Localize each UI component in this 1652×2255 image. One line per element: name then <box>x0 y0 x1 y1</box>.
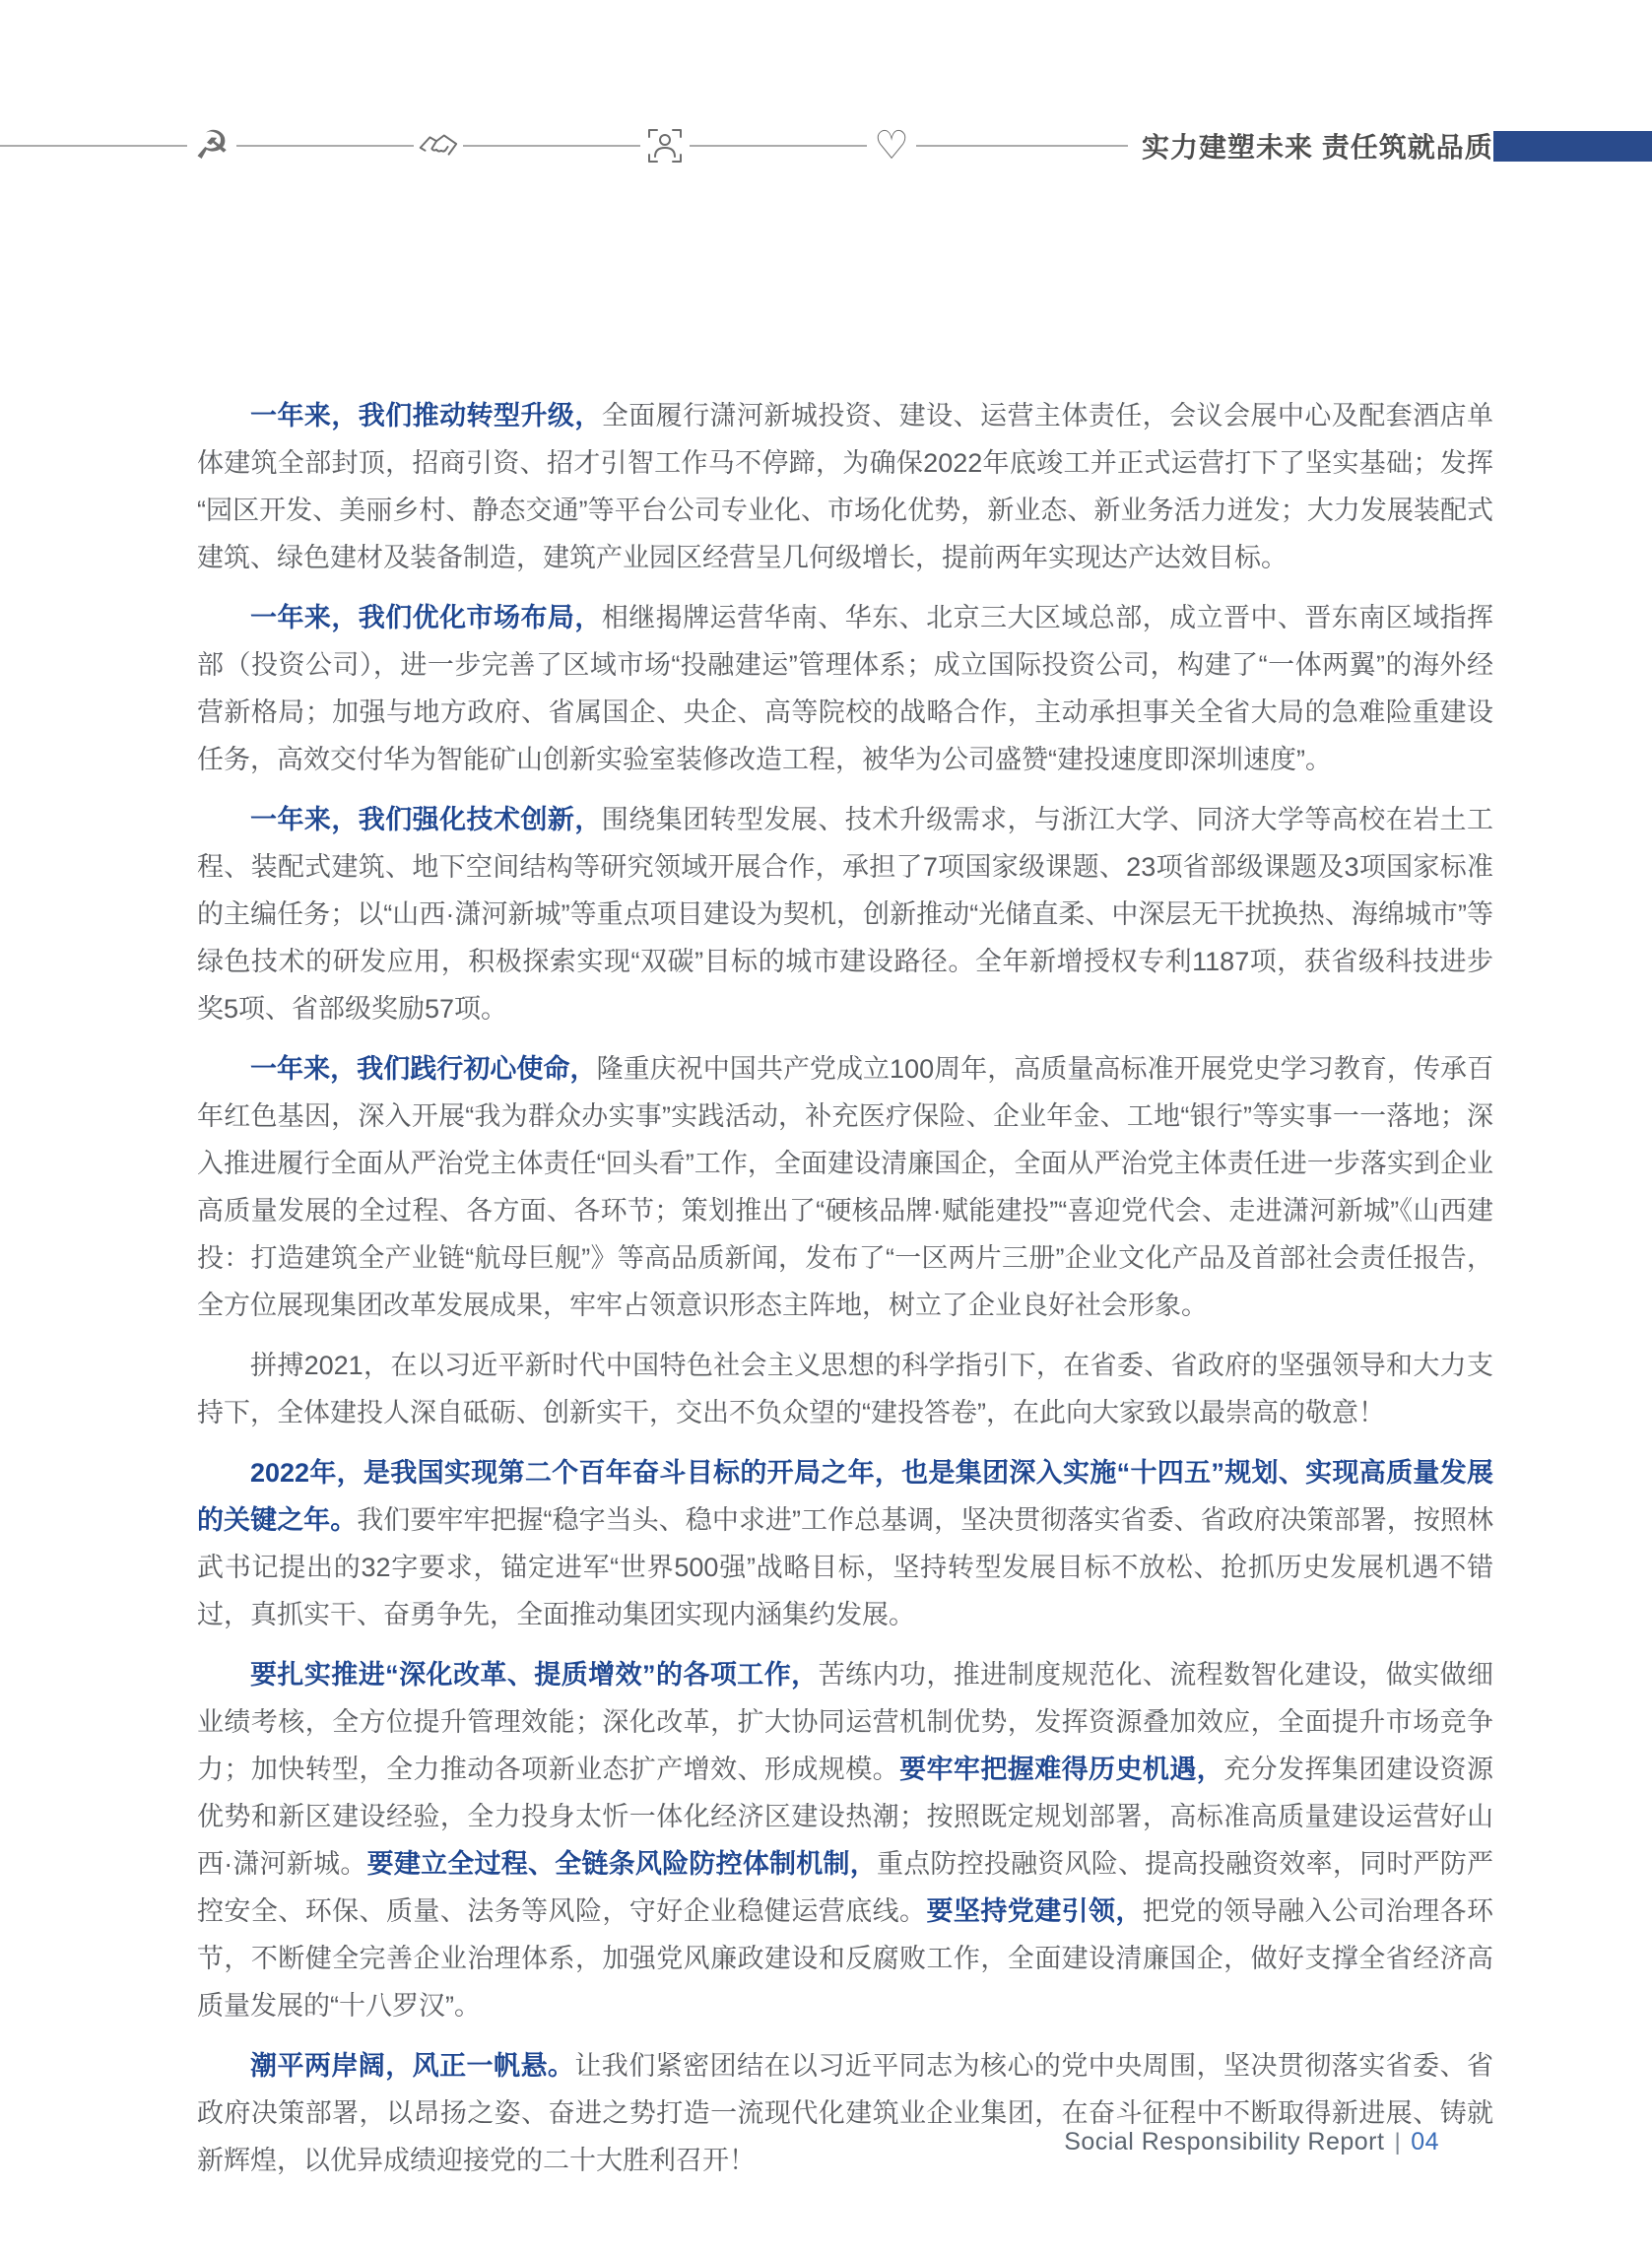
paragraph-lead: 要牢牢把握难得历史机遇， <box>899 1755 1224 1784</box>
paragraph-text: 相继揭牌运营华南、华东、北京三大区域总部，成立晋中、晋东南区域指挥部（投资公司），进一步完善了区域市场“投融建运”管理体系；成立国际投资公司，构建了“一体两翼”的海外经营新格局；加强与地方政府、省属国企、央企、高等院校的战略合作，主动承担事关全省大局的急难险重建设任务，高效交付华为智能矿山创新实验室装修改造工程，被华为公司盛赞“建投速度即深圳速度”。 <box>197 603 1494 774</box>
page-footer <box>1064 2128 1439 2156</box>
paragraph-lead: 2022年，是我国实现第二个百年奋斗目标的开局之年，也是集团深入实施“十四五”规划、实现高质量发展的关键之年。 <box>197 1458 1493 1535</box>
paragraph-text: 全面履行潇河新城投资、建设、运营主体责任，会议会展中心及配套酒店单体建筑全部封顶，招商引资、招才引智工作马不停蹄，为确保2022年底竣工并正式运营打下了坚实基础；发挥“园区开发、美丽乡村、静态交通”等平台公司专业化、市场化优势，新业态、新业务活力迸发；大力发展装配式建筑、绿色建材及装备制造，建筑产业园区经营呈几何级增长，提前两年实现达产达效目标。 <box>197 401 1494 572</box>
paragraph-lead: 一年来，我们强化技术创新， <box>250 805 602 834</box>
paragraphs <box>197 392 1493 2184</box>
paragraph-text: 苦练内功，推进制度规范化、流程数智化建设，做实做细业绩考核，全方位提升管理效能；深化改革，扩大协同运营机制优势，发挥资源叠加效应，全面提升市场竞争力；加快转型，全力推动各项新业态扩产增效、形成规模。 <box>197 1660 1494 1784</box>
paragraph-text: 把党的领导融入公司治理各环节，不断健全完善企业治理体系，加强党风廉政建设和反腐败工作，全面建设清廉国企，做好支撑全省经济高质量发展的“十八罗汉”。 <box>197 1896 1494 2021</box>
paragraph-lead: 要坚持党建引领， <box>926 1896 1143 1926</box>
paragraph-text: 让我们紧密团结在以习近平同志为核心的党中央周围，坚决贯彻落实省委、省政府决策部署，以昂扬之姿、奋进之势打造一流现代化建筑业企业集团，在奋斗征程中不断取得新进展、铸就新辉煌，以优异成绩迎接党的二十大胜利召开！ <box>197 2051 1494 2175</box>
header-rule-segment <box>0 145 187 147</box>
header-slogan: 实力建塑未来 责任筑就品质 <box>1142 132 1493 163</box>
header-rule-segment <box>463 145 640 147</box>
paragraph <box>197 1449 1493 1638</box>
paragraph-text: 充分发挥集团建设资源优势和新区建设经验，全力投身太忻一体化经济区建设热潮；按照既定规划部署，高标准高质量建设运营好山西·潇河新城。 <box>197 1755 1494 1879</box>
paragraph-text: 隆重庆祝中国共产党成立100周年，高质量高标准开展党史学习教育，传承百年红色基因，深入开展“我为群众办实事”实践活动，补充医疗保险、企业年金、工地“银行”等实事一一落地；深入推进履行全面从严治党主体责任“回头看”工作，全面建设清廉国企，全面从严治党主体责任进一步落实到企业高质量发展的全过程、各方面、各环节；策划推出了“硬核品牌·赋能建投”“喜迎党代会、走进潇河新城”《山西建投：打造建筑全产业链“航母巨舰”》等高品质新闻，发布了“一区两片三册”企业文化产品及首部社会责任报告，全方位展现集团改革发展成果，牢牢占领意识形态主阵地，树立了企业良好社会形象。 <box>197 1054 1494 1320</box>
handshake-icon <box>414 124 463 167</box>
party-emblem-icon: ☭ <box>194 123 230 168</box>
footer-page-number: 04 <box>1411 2128 1439 2156</box>
paragraph-lead: 潮平两岸阔，风正一帆悬。 <box>250 2051 575 2081</box>
paragraph-text: 围绕集团转型发展、技术升级需求，与浙江大学、同济大学等高校在岩土工程、装配式建筑、地下空间结构等研究领域开展合作，承担了7项国家级课题、23项省部级课题及3项国家标准的主编任务；以“山西·潇河新城”等重点项目建设为契机，创新推动“光储直柔、中深层无干扰换热、海绵城市”等绿色技术的研发应用，积极探索实现“双碳”目标的城市建设路径。全年新增授权专利1187项，获省级科技进步奖5项、省部级奖励57项。 <box>197 805 1494 1024</box>
person-focus-icon <box>640 124 690 167</box>
header-accent-bar <box>1493 131 1652 162</box>
paragraph-text: 重点防控投融资风险、提高投融资效率，同时严防严控安全、环保、质量、法务等风险，守好企业稳健运营底线。 <box>197 1849 1494 1926</box>
paragraph-lead: 要扎实推进“深化改革、提质增效”的各项工作， <box>250 1660 819 1690</box>
paragraph <box>197 392 1493 581</box>
paragraph-lead: 要建立全过程、全链条风险防控体制机制， <box>366 1849 877 1879</box>
content <box>197 392 1493 2197</box>
header-rule-segment <box>690 145 867 147</box>
header-rule-segment <box>236 145 414 147</box>
footer-separator: | <box>1394 2129 1402 2156</box>
paragraph <box>197 1342 1493 1436</box>
paragraph <box>197 1045 1493 1329</box>
paragraph <box>197 796 1493 1032</box>
paragraph-text: 我们要牢牢把握“稳字当头、稳中求进”工作总基调，坚决贯彻落实省委、省政府决策部署，按照林武书记提出的32字要求，锚定进军“世界500强”战略目标，坚持转型发展目标不放松、抢抓历史发展机遇不错过，真抓实干、奋勇争先，全面推动集团实现内涵集约发展。 <box>197 1505 1493 1629</box>
header-rule-segment <box>916 145 1128 147</box>
heart-icon: ♡ <box>874 123 909 168</box>
paragraph-lead: 一年来，我们推动转型升级， <box>250 401 602 431</box>
page-header <box>0 124 1652 167</box>
paragraph-text: 拼搏2021，在以习近平新时代中国特色社会主义思想的科学指引下，在省委、省政府的坚强领导和大力支持下，全体建投人深自砥砺、创新实干，交出不负众望的“建投答卷”，在此向大家致以最崇高的敬意！ <box>197 1351 1493 1427</box>
paragraph <box>197 1651 1493 2029</box>
paragraph-lead: 一年来，我们践行初心使命， <box>250 1054 597 1084</box>
paragraph <box>197 594 1493 783</box>
paragraph-lead: 一年来，我们优化市场布局， <box>250 603 602 632</box>
footer-label: Social Responsibility Report <box>1064 2128 1385 2156</box>
paragraph <box>197 2042 1493 2184</box>
